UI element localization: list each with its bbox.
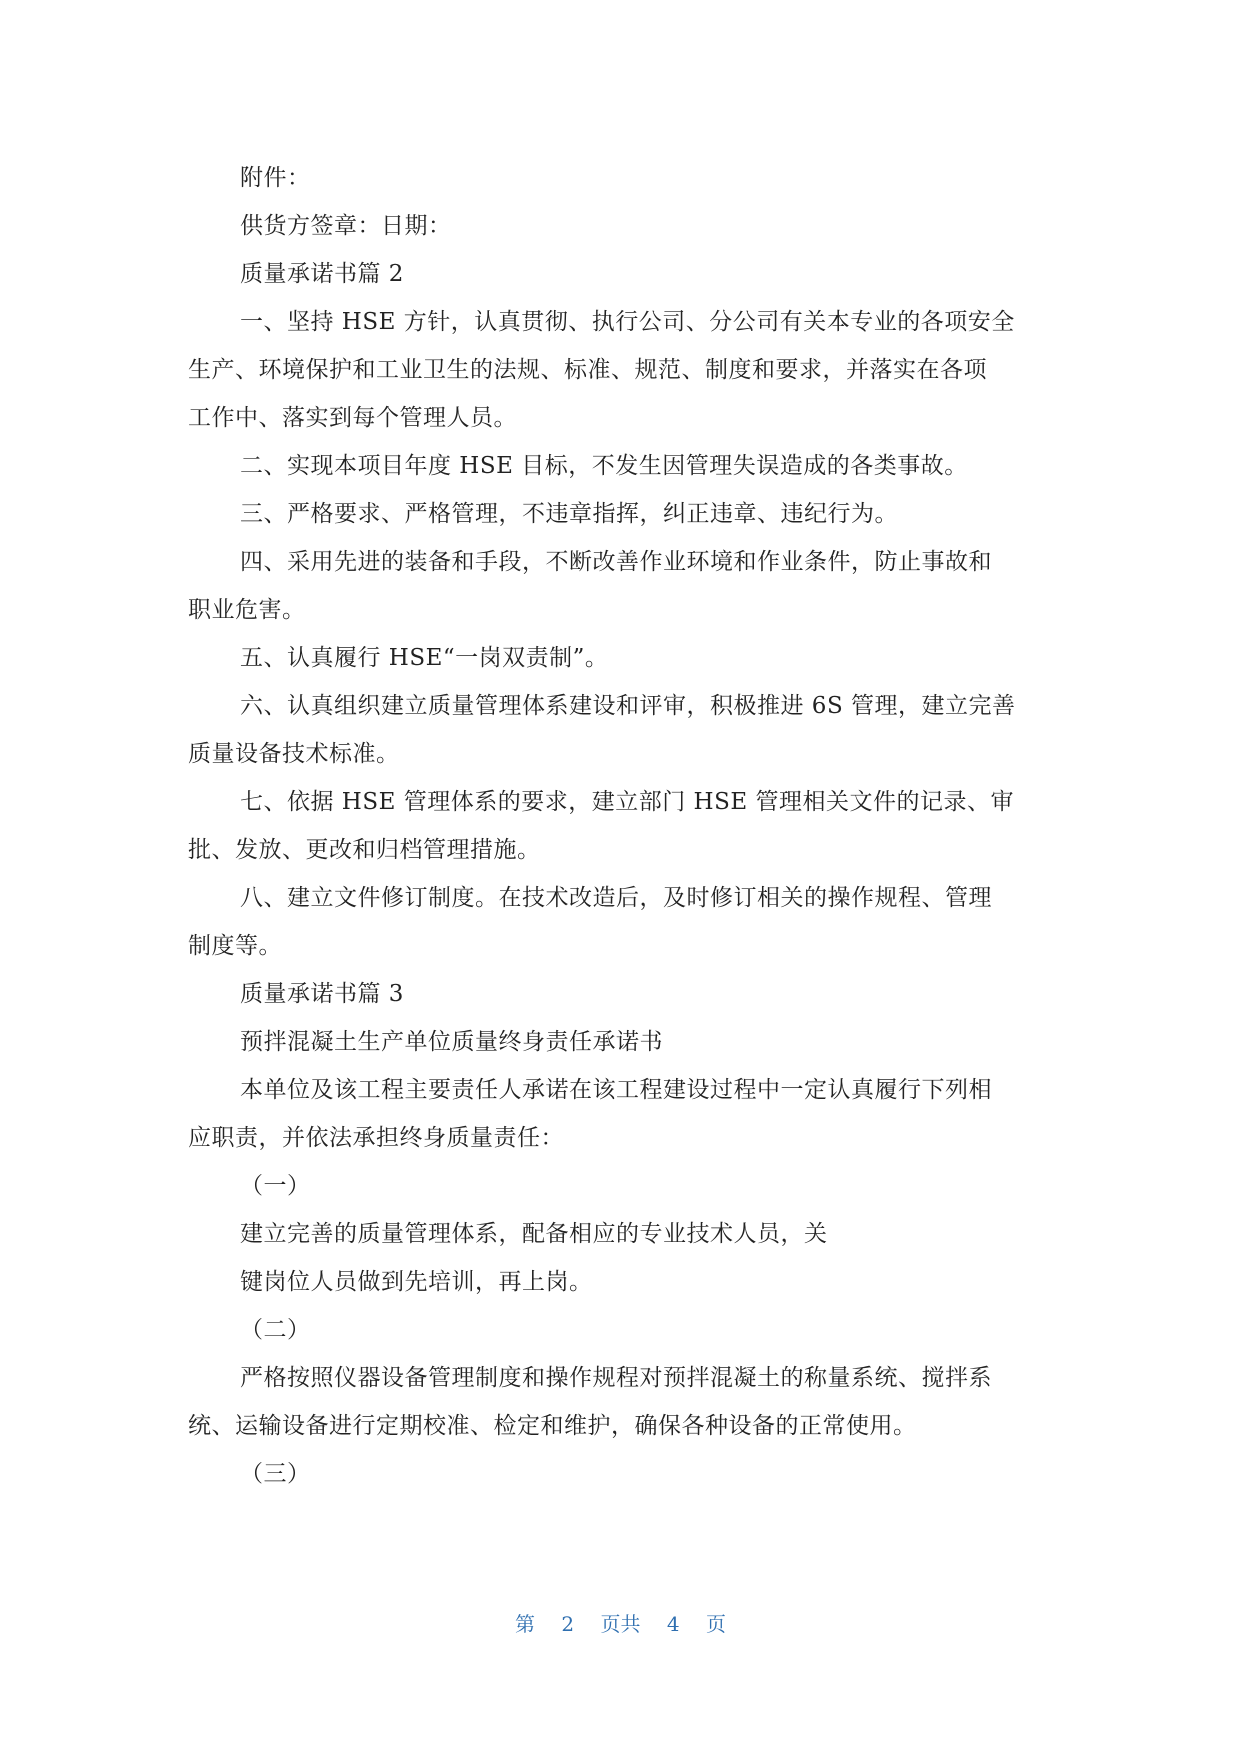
text-line: 四、采用先进的装备和手段，不断改善作业环境和作业条件，防止事故和 [240,549,992,575]
text-line: 统、运输设备进行定期校准、检定和维护，确保各种设备的正常使用。 [188,1413,917,1439]
text-line: 三、严格要求、严格管理，不违章指挥，纠正违章、违纪行为。 [240,501,898,527]
text-line: 建立完善的质量管理体系，配备相应的专业技术人员，关 [240,1221,828,1247]
section-heading: 质量承诺书篇 2 [240,261,404,287]
text-line: 五、认真履行 HSE“一岗双责制”。 [240,645,609,671]
text-line: 本单位及该工程主要责任人承诺在该工程建设过程中一定认真履行下列相 [240,1077,992,1103]
text-line: 六、认真组织建立质量管理体系建设和评审，积极推进 6S 管理，建立完善 [240,693,1016,719]
text-line: 供货方签章：日期： [240,213,452,239]
page-label-prefix: 第 [515,1612,536,1636]
text-line: 键岗位人员做到先培训，再上岗。 [240,1269,593,1295]
document-title: 预拌混凝土生产单位质量终身责任承诺书 [240,1029,663,1055]
text-line: 二、实现本项目年度 HSE 目标，不发生因管理失误造成的各类事故。 [240,453,968,479]
text-line: 生产、环境保护和工业卫生的法规、标准、规范、制度和要求，并落实在各项 [188,357,987,383]
page-footer [0,1608,1241,1637]
page-label-mid: 页共 [600,1612,641,1636]
current-page-number: 2 [561,1612,575,1636]
text-line: 七、依据 HSE 管理体系的要求，建立部门 HSE 管理相关文件的记录、审 [240,789,1014,815]
text-line: 批、发放、更改和归档管理措施。 [188,837,541,863]
total-pages-number: 4 [666,1612,680,1636]
text-line: 职业危害。 [188,597,306,623]
text-line: 制度等。 [188,933,282,959]
clause-number: （一） [240,1173,311,1199]
text-line: 质量设备技术标准。 [188,741,400,767]
text-line: 工作中、落实到每个管理人员。 [188,405,517,431]
text-line: 严格按照仪器设备管理制度和操作规程对预拌混凝土的称量系统、搅拌系 [240,1365,992,1391]
page-label-suffix: 页 [705,1612,726,1636]
text-line: 应职责，并依法承担终身质量责任： [188,1125,564,1151]
text-line: 附件： [240,165,311,191]
text-line: 一、坚持 HSE 方针，认真贯彻、执行公司、分公司有关本专业的各项安全 [240,309,1015,335]
clause-number: （三） [240,1461,311,1487]
section-heading: 质量承诺书篇 3 [240,981,404,1007]
text-line: 八、建立文件修订制度。在技术改造后，及时修订相关的操作规程、管理 [240,885,992,911]
clause-number: （二） [240,1317,311,1343]
